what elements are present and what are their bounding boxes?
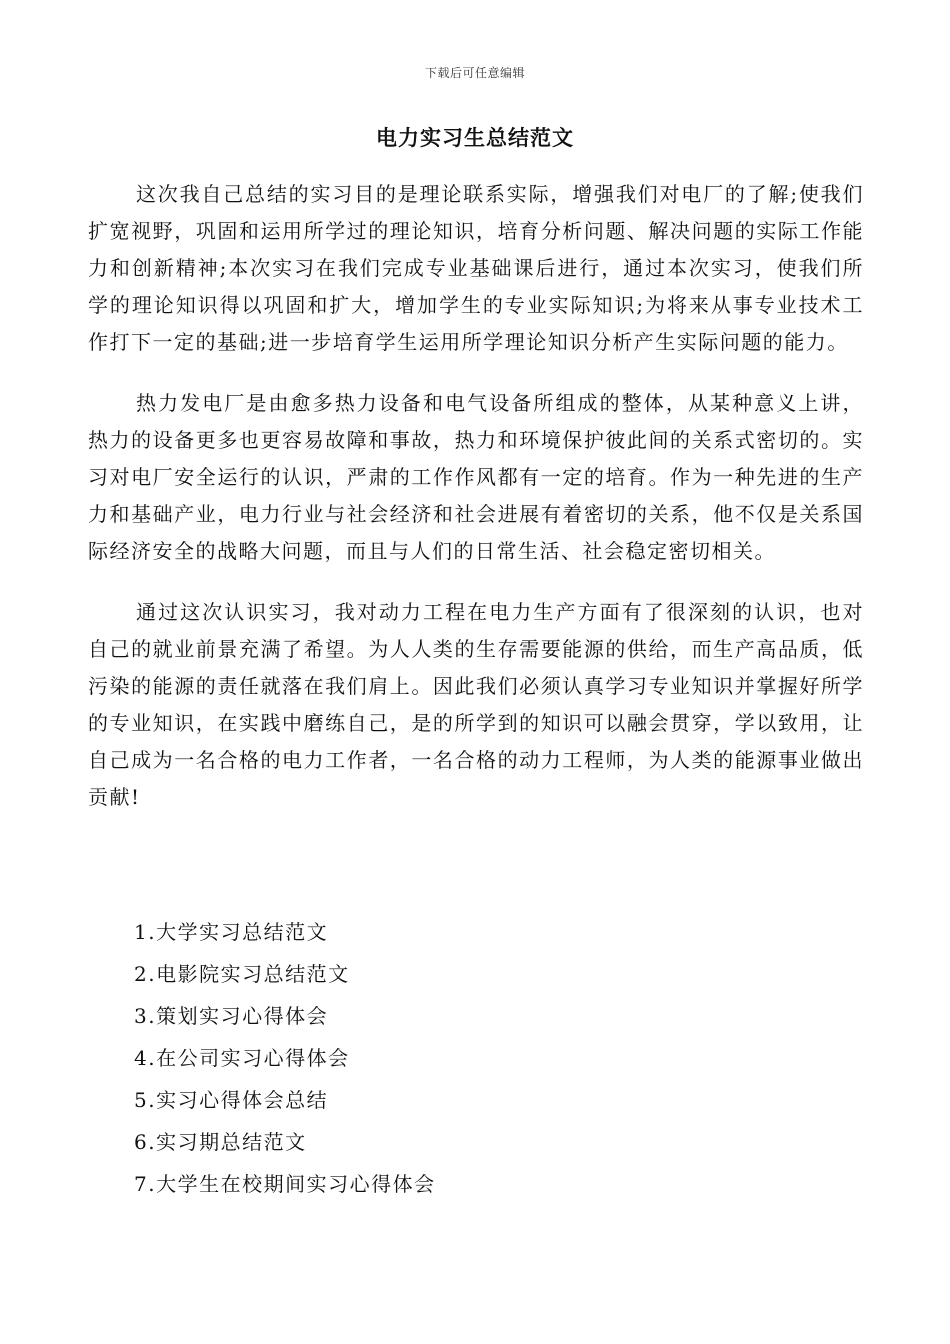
paragraph: 这次我自己总结的实习目的是理论联系实际，增强我们对电厂的了解;使我们扩宽视野，巩固和运用所学过的理论知识，培育分析问题、解决问题的实际工作能力和创新精神;本次实习在我们完成专业基础课后进行，通过本次实习，使我们所学的理论知识得以巩固和扩大，增加学生的专业实际知识;为将来从事专业技术工作打下一定的基础;进一步培育学生运用所学理论知识分析产生实际问题的能力。: [88, 182, 864, 354]
related-article-link[interactable]: 1.大学实习总结范文: [134, 920, 329, 944]
document-body: [88, 176, 864, 840]
related-article-link[interactable]: 2.电影院实习总结范文: [134, 962, 350, 986]
paragraph: 热力发电厂是由愈多热力设备和电气设备所组成的整体，从某种意义上讲，热力的设备更多也更容易故障和事故，热力和环境保护彼此间的关系式密切的。实习对电厂安全运行的认识，严肃的工作作风都有一定的培育。作为一种先进的生产力和基础产业，电力行业与社会经济和社会进展有着密切的关系，他不仅是关系国际经济安全的战略大问题，而且与人们的日常生活、社会稳定密切相关。: [88, 391, 864, 563]
document-title: 电力实习生总结范文: [376, 125, 574, 150]
related-article-link[interactable]: 4.在公司实习心得体会: [134, 1046, 350, 1070]
related-article-link[interactable]: 3.策划实习心得体会: [134, 1004, 329, 1028]
related-articles-list: [134, 911, 436, 1205]
related-article-link[interactable]: 7.大学生在校期间实习心得体会: [134, 1172, 436, 1196]
paragraph: 通过这次认识实习，我对动力工程在电力生产方面有了很深刻的认识，也对自己的就业前景充满了希望。为人人类的生存需要能源的供给，而生产高品质，低污染的能源的责任就落在我们肩上。因此我们必须认真学习专业知识并掌握好所学的专业知识，在实践中磨练自己，是的所学到的知识可以融会贯穿，学以致用，让自己成为一名合格的电力工作者，一名合格的动力工程师，为人类的能源事业做出贡献!: [88, 600, 864, 809]
related-article-link[interactable]: 6.实习期总结范文: [134, 1130, 307, 1154]
header-note: 下载后可任意编辑: [424, 66, 525, 80]
related-article-link[interactable]: 5.实习心得体会总结: [134, 1088, 329, 1112]
